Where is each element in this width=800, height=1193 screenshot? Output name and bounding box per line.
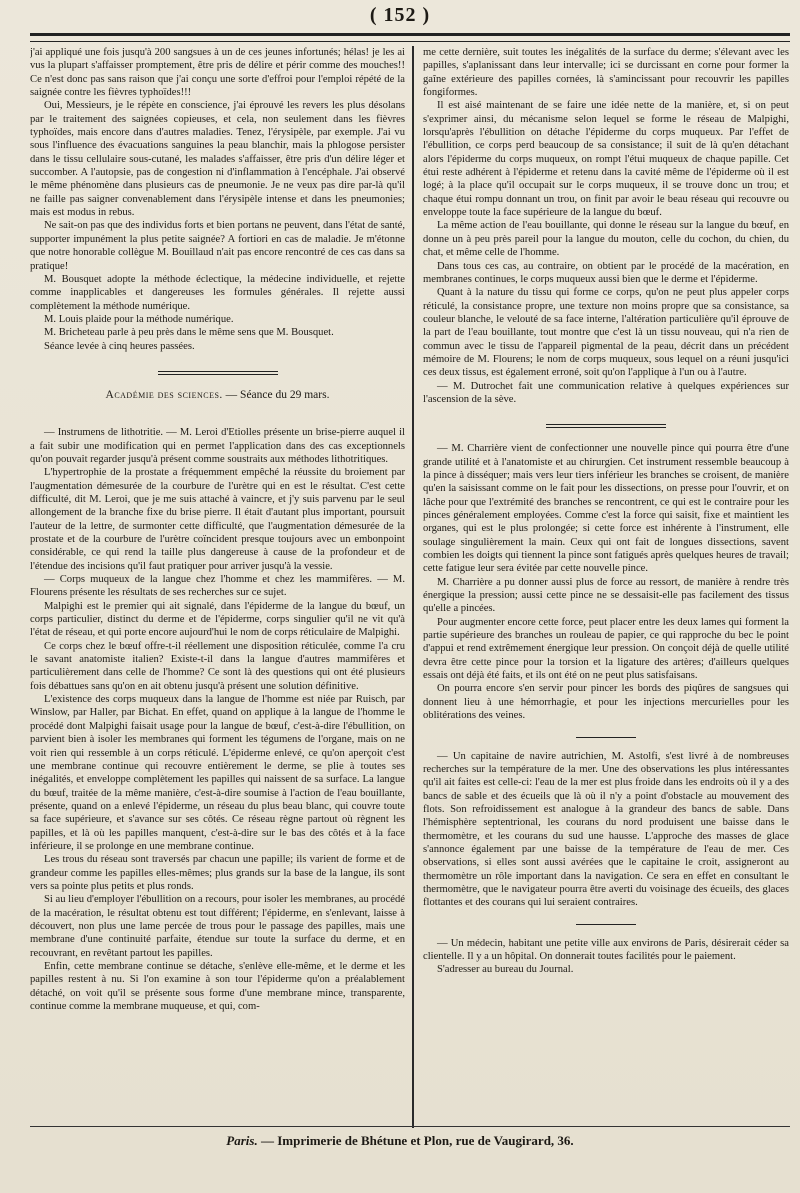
- paragraph: me cette dernière, suit toutes les inégalités de la surface du derme; s'élevant avec les papilles, s'aplanissant dans leur intervalle; ici se durcissant en corne pour former la gaîne extérieure des papilles cornées, là s'amincissant pour recouvrir les papilles fongiformes.: [423, 47, 789, 99]
- section-divider: [546, 424, 666, 428]
- paragraph: Ce corps chez le bœuf offre-t-il réellement une disposition réticulée, comme l'a cru le savant anatomiste italien? Existe-t-il dans la langue d'autres mammifères et particulièrement dans celle de l'homme? Ce sont là des questions qui ont été plusieurs fois débattues sans qu'on en ait obtenu jusqu'à présent une solution définitive.: [30, 640, 405, 692]
- paragraph: L'existence des corps muqueux dans la langue de l'homme est niée par Ruisch, par Winslow, par Haller, par Bichat. En effet, quand on applique à la langue de l'homme le procédé dont Malpighi faisait usage pour la langue de bœuf, c'est-à-dire l'ébullition, on parvient bien à isoler les membranes qui forment les tégumens de l'organe, mais on ne voit rien qui ressemble à un corps réticulé. L'épiderme enlevé, ce qu'on aperçoit c'est une membrane continue qui recouvre entièrement le derme, se plie à toutes ses inégalités, et enveloppe complètement les papilles qui naissent de sa surface. La langue du bœuf, traitée de la même manière, c'est-à-dire soumise à l'action de l'eau bouillante, présente, quand on a enlevé l'épiderme, un réseau du plus beau blanc, qui couvre toute sa face supérieure, et s'avance sur ses côtés. Ce réseau règne partout où règnent les papilles, et là où les papilles manquent, c'est-à-dire sur le bas des côtés et à la face inférieure, il se prolonge en une membrane continue.: [30, 694, 405, 852]
- section-heading-institution: Académie des sciences.: [105, 388, 223, 401]
- paragraph: M. Bricheteau parle à peu près dans le même sens que M. Bousquet.: [44, 327, 334, 339]
- paragraph: Enfin, cette membrane continue se détache, s'enlève elle-même, et le derme et les papilles restent à nu. Si l'on examine à son tour l'épiderme qu'on a préalablement détaché, on voit qu'il se présente sous forme d'une membrane mince, transparente, continue comme la membrane muqueuse, et qui, com-: [30, 961, 405, 1013]
- paragraph: Ne sait-on pas que des individus forts et bien portans ne peuvent, dans l'état de santé, supporter impunément la plus petite saignée? A fortiori en cas de maladie. Je m'étonne que notre honorable collègue M. Bouillaud n'ait pas encore rencontré de ces cas dans sa pratique!: [30, 220, 405, 272]
- paragraph: — Instrumens de lithotritie. — M. Leroi d'Etiolles présente un brise-pierre auquel il a fait subir une modification qui en permet l'application dans des cas exceptionnels qu'on pouvait regarder jusqu'à présent comme soustraits aux méthodes lithotritiques.: [30, 427, 405, 465]
- paragraph: Il est aisé maintenant de se faire une idée nette de la manière, et, si on peut s'exprimer ainsi, du mécanisme selon lequel se forme le réseau de Malpighi, lorsqu'après l'ébullition on détache l'épiderme du corps muqueux. Par l'effet de l'ébullition, ce corps perd beaucoup de sa consistance; il suit de là qu'en détachant alors l'épiderme du corps muqueux, on rompt l'étui muqueux de chaque papille. Cet étui reste adhérent à l'épiderme et retenu dans la cavité même de l'épiderme où il est logé; à la place qu'il occupait sur le corps muqueux, il se trouve donc un trou; et chaque étui rompu donnant un trou, on finit par avoir le beau réseau qui recouvre ou enveloppe toute la face supérieure de la langue du bœuf.: [423, 100, 789, 219]
- section-divider: [576, 924, 636, 925]
- paragraph: Si au lieu d'employer l'ébullition on a recours, pour isoler les membranes, au procédé de la macération, le résultat obtenu est tout différent; l'épiderme, en s'enlevant, laisse à découvert, non plus une lame percée de trous pour le passage des papilles, mais une membrane d'une continuité parfaite, étendue sur toute la surface du derme, et en recouvrant, en revêtant partout les papilles.: [30, 894, 405, 959]
- imprint-city: Paris.: [226, 1133, 258, 1148]
- spacer: [30, 410, 405, 426]
- column-divider: [412, 46, 414, 1128]
- section-heading-date: — Séance du 29 mars.: [225, 388, 330, 401]
- page-number: ( 152 ): [369, 4, 431, 26]
- paragraph: Pour augmenter encore cette force, peut placer entre les deux lames qui forment la partie supérieure des branches un rouleau de papier, ce qui rapproche du bec le point d'appui et rend extrêmement énergique leur pression. On conçoit déjà de quelle utilité devra être cette pince pour la torsion et la ligature des artères; d'ailleurs quelques essais ont déjà été faits, et ils ont été on ne peut plus satisfaisans.: [423, 616, 789, 682]
- paragraph: La même action de l'eau bouillante, qui donne le réseau sur la langue du bœuf, en donne un à peu près pareil pour la langue du mouton, celle du cochon, du chien, du chat, et même celle de l'homme.: [423, 220, 789, 259]
- bottom-rule: [30, 1126, 790, 1127]
- paragraph: Malpighi est le premier qui ait signalé, dans l'épiderme de la langue du bœuf, un corps particulier, distinct du derme et de l'épiderme, corps singulier qu'il ne vit qu'à l'état de réseau, et qui porte encore aujourd'hui le nom de corps réticulaire de Malpighi.: [30, 600, 405, 639]
- paragraph: M. Bousquet adopte la méthode éclectique, la médecine individuelle, et rejette comme inapplicables et dangereuses les formules générales. Il rejette aussi complètement la méthode numérique.: [30, 273, 405, 312]
- paragraph: — M. Charrière vient de confectionner une nouvelle pince qui pourra être d'une grande utilité et à l'anatomiste et au chirurgien. Cet instrument ressemble beaucoup à la pince à disséquer; mais vers leur tiers inférieur les branches se croisent, de manière qu'en la saisissant comme on le fait pour les dissections, on presse pour l'ouvrir, et on lâche pour que l'extrémité des branches se rencontrent, ce qui est le contraire pour les pinces généralement employées. Comme c'est la force qui saisit, fixe et maintient les organes, qui est le plus prolongée; si cette force est inhérente à l'instrument, elle soulage singulièrement la main. Ceux qui ont fait de longues dissections, savent combien les doigts qui tiennent la pince sont fatigués après quelques heures de travail; cette fatigue leur sera évitée par cette nouvelle pince.: [423, 443, 789, 575]
- paragraph: — Un médecin, habitant une petite ville aux environs de Paris, désirerait céder sa clientelle. Il y a un hôpital. On donnerait toutes facilités pour le paiement.: [423, 937, 789, 962]
- paragraph: Quant à la nature du tissu qui forme ce corps, qu'on ne peut plus appeler corps réticulé, la consistance propre, une texture non moins propre que sa consistance, sa couleur blanche, le velouté de sa face interne, l'altération particulière qu'il éprouve de la part de l'eau bouillante, tout montre que c'est là un tissu nouveau, qui n'a rien de commun avec le tissu de l'appareil pigmental de la peau, décrit dans un précédent mémoire de M. Flourens; le nom de corps muqueux, sous lequel on a réuni jusqu'ici ces deux tissus, est également erroné, soit qu'on l'applique à l'un ou à l'autre.: [423, 287, 789, 379]
- paragraph: — Corps muqueux de la langue chez l'homme et chez les mammifères. — M. Flourens présente les résultats de ses recherches sur ce sujet.: [30, 574, 405, 599]
- paragraph: Séance levée à cinq heures passées.: [44, 340, 195, 352]
- imprint-text: — Imprimerie de Bhétune et Plon, rue de Vaugirard, 36.: [257, 1133, 574, 1148]
- right-column: [423, 46, 789, 1132]
- paragraph: j'ai appliqué une fois jusqu'à 200 sangsues à un de ces jeunes infortunés; hélas! je les ai vus la plupart s'affaisser promptement, être pris de délire et périr comme des mouches!! Ce n'est donc pas sans raison que j'ai conçu une sorte d'effroi pour l'emploi répété de la saignée contre les fièvres typhoïdes!!!: [30, 47, 405, 99]
- printer-imprint: [0, 1133, 800, 1149]
- paragraph: Les trous du réseau sont traversés par chacun une papille; ils varient de forme et de grandeur comme les papilles elles-mêmes; plus grands sur la base de la langue, ils sont vers sa pointe plus petits et plus ronds.: [30, 854, 405, 892]
- left-column: [30, 46, 405, 1132]
- paragraph: Oui, Messieurs, je le répète en conscience, j'ai éprouvé les revers les plus désolans par le traitement des saignées copieuses, et cela, non seulement dans les fièvres typhoïdes, mais encore dans d'autres maladies. Tenez, l'érysipèle, par exemple. J'ai vu sous l'influence des évacuations sanguines la peau blanchir, mais la phlogose persister dans le tissu cellulaire sous-cutané, les malades s'affaisser, être pris d'un délire léger et succomber. A l'autopsie, pas de congestion ni d'inflammation à l'encéphale. J'ai observé le même phénomène dans plusieurs cas de pneumonie. Je ne veux pas dire par-là qu'il ne faille pas saigner convenablement dans l'érysipèle intense et dans les pneumonies; mais est modus in rebus.: [30, 100, 405, 219]
- paragraph: — M. Dutrochet fait une communication relative à quelques expériences sur l'ascension de la sève.: [423, 380, 789, 405]
- top-rule: [30, 33, 790, 42]
- paragraph: — Un capitaine de navire autrichien, M. Astolfi, s'est livré à de nombreuses recherches sur la température de la mer. Une des observations les plus intéressantes qu'il ait faites est celle-ci: l'eau de la mer est plus froide dans les endroits où il y a des bancs de sable et des écueils que là où il n'y a point d'obstacle au mouvement des flots. Son refroidissement est analogue à la grandeur des bancs de sable. Dans l'hémisphère septentrional, les courans du nord produisent une baisse dans le thermomètre, et les courans du sud une hausse. L'approche des masses de glace s'annonce également par une baisse de la température de l'eau de mer. Ces observations, si elles sont aussi avérées que le capitaine le croit, assigneront au thermomètre un rôle important dans la navigation. Ce sera en effet en consultant le thermomètre, que le navigateur pourra être averti du voisinage des écueils, des glaces flottantes et des courans qui lui seraient contraires.: [423, 750, 789, 909]
- paragraph: On pourra encore s'en servir pour pincer les bords des piqûres de sangsues qui donnent lieu à une hémorrhagie, et pour les injections mercurielles pour les oblitérations des veines.: [423, 683, 789, 722]
- section-divider: [158, 371, 278, 375]
- section-divider: [576, 737, 636, 738]
- paragraph: M. Charrière a pu donner aussi plus de force au ressort, de manière à rendre très énergique la pression; aussi cette pince ne se dessaisit-elle pas facilement des tissus qu'elle a pincées.: [423, 576, 789, 615]
- paragraph: M. Louis plaide pour la méthode numérique.: [44, 313, 234, 325]
- section-heading: [30, 389, 405, 402]
- paragraph: L'hypertrophie de la prostate a fréquemment empêché la réussite du broiement par l'augmentation démesurée de la courbure de l'urètre qui en est le résultat. C'est cette difficulté, dit M. Leroi, que je me suis attaché à vaincre, et j'y suis parvenu par le seul allongement de la branche fixe du brise pierre. Il était d'autant plus important, poursuit l'auteur de la lettre, de surmonter cette difficulté, que l'augmentation démesurée de la prostate et de la courbure de l'urètre coïncident presque toujours avec un embonpoint considérable, ce qui rend la taille plus dangereuse à cause de la profondeur et de l'étendue des incisions qu'il faut pratiquer pour arriver jusqu'à la vessie.: [30, 467, 405, 572]
- paragraph: Dans tous ces cas, au contraire, on obtient par le procédé de la macération, en membranes continues, le corps muqueux aussi bien que le derme et l'épiderme.: [423, 260, 789, 285]
- paragraph: S'adresser au bureau du Journal.: [437, 964, 574, 976]
